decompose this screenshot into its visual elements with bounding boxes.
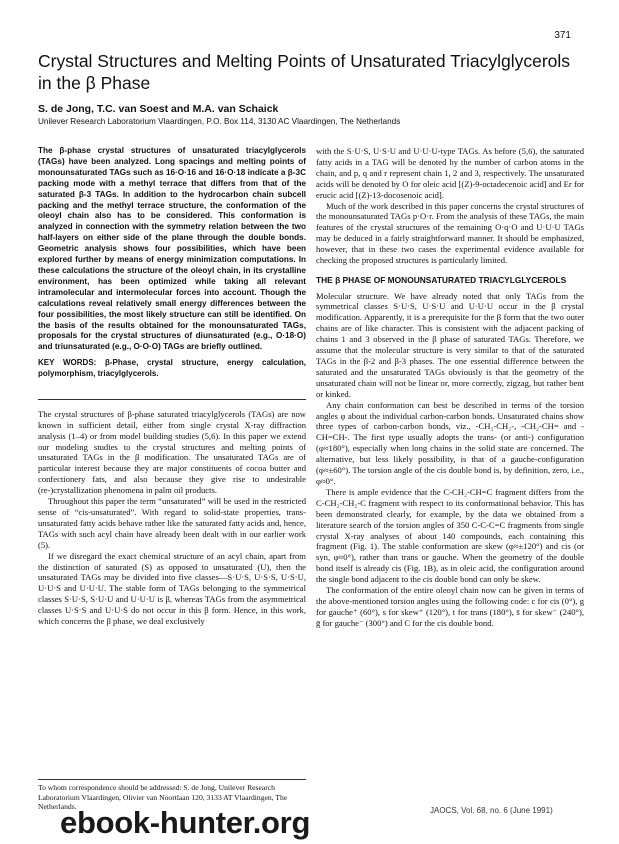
journal-reference: JAOCS, Vol. 68, no. 6 (June 1991): [430, 806, 553, 815]
correspondence-footnote: To whom correspondence should be addressed: S. de Jong, Unilever Research Laboratorium Vlaardingen, Olivier van Noortlaan 120, 3133 AT Vlaardingen, The Netherlands.: [38, 779, 306, 812]
body-paragraph: Throughout this paper the term “unsaturated” will be used in the restricted sense of “cis-unsaturated”. With regard to solid-state properties, trans-unsaturated fatty acids behave rather like the saturated fatty acids and, hence, TAGs with such acyl chain have already been dealt with in our earlier work (5).: [38, 496, 306, 550]
body-paragraph: If we disregard the exact chemical structure of an acyl chain, apart from the distinction of saturated (S) as opposed to unsaturated (U), then the unsaturated TAGs may be divided into five classes—S·U·S, U·S·S, U·S·U, U·U·S and U·U·U. The stable form of TAGs belonging to the symmetrical classes S·U·S, S·U·U and U·U·U is β, whereas TAGs from the asymmetrical classes U·S·S and U·U·S do not occur in this β form. Hence, in this work, which concerns the β phase, we deal exclusively: [38, 550, 306, 627]
page-number: 371: [554, 30, 571, 41]
body-paragraph: The conformation of the entire oleoyl chain now can be given in terms of the above-mentioned torsion angles using the following code: c for cis (0°), g for gauche⁺ (60°), s for skew⁺ (120°), t for trans (180°), s̄ for skew⁻ (240°), ḡ for gauche⁻ (300°) and C for the cis double bond.: [316, 585, 584, 628]
body-paragraph: Much of the work described in this paper concerns the crystal structures of the monounsaturated TAGs p·O·r. From the analysis of these TAGs, the main features of the crystal structures of the remaining O·q·O and U·U·U TAGs may be deduced in a fairly straightforward manner. It should be emphasized, however, that in these two cases the experimental evidence available for checking the proposed structures is particularly limited.: [316, 200, 584, 266]
body-paragraph: There is ample evidence that the C-CH₂-CH=C fragment differs from the C-CH₂-CH₂-C fragment with respect to its conformational behavior. This has been demonstrated clearly, for example, by the data we obtained from a literature search of the torsion angles of 350 C-C-C=C fragments from single crystal X-ray analyses of about 140 compounds, each containing this fragment (Fig. 1). The stable conformation are skew (φ≈±120°) and cis (or syn, φ≈0°), rather than trans or gauche. When the geometry of the double bond itself is already cis (Fig. 1B), as in oleic acid, the configuration around the single bond adjacent to the cis double bond can only be skew.: [316, 486, 584, 585]
body-paragraph: Any chain conformation can best be described in terms of the torsion angles φ about the individual carbon-carbon bonds. Unsaturated chains show three types of carbon-carbon bonds, viz., -CH₂-CH₂-, -CH₂-CH= and -CH=CH-. The first type usually adopts the trans- (or anti-) configuration (φ≈180°), especially when long chains in the solid state are concerned. The alternative, but less likely possibility, is that of a gauche-configuration (φ≈±60°). The torsion angle of the cis double bond is, by definition, zero, i.e., φ≈0°.: [316, 399, 584, 486]
body-paragraph: Molecular structure. We have already noted that only TAGs from the symmetrical classes S·U·S, U·S·U and U·U·U occur in the β crystal modification. Apparently, it is a prerequisite for the β form that the two outer chains are of like character. This is consistent with the adjacent packing of chains 1 and 3 observed in the β phase of saturated TAGs. Therefore, we assume that the molecular structure is very similar to that of the saturated TAGs in the β-2 and β-3 phases. The one essential difference between the saturated and the unsaturated TAGs obviously is that the geometry of the unsaturated chain will not be linear or, more correctly, zigzag, but rather bent or kinked.: [316, 290, 584, 399]
article-title: Crystal Structures and Melting Points of Unsaturated Triacylglycerols in the β Phase: [38, 51, 571, 93]
abstract-divider: [38, 399, 306, 400]
affiliation: Unilever Research Laboratorium Vlaardingen, P.O. Box 114, 3130 AC Vlaardingen, The Netherlands: [38, 117, 401, 126]
keywords: KEY WORDS: β-Phase, crystal structure, energy calculation, polymorphism, triacylglycerols.: [38, 358, 306, 378]
body-paragraph: with the S·U·S, U·S·U and U·U·U-type TAGs. As before (5,6), the saturated fatty acids in a TAG will be denoted by the number of carbon atoms in the chain, and p, q and r represent chain 1, 2 and 3, respectively. The unsaturated acids will be denoted by O for oleic acid [(Z)-9-octadecenoic acid] and Er for erucic acid [(Z)-13-docosenoic acid].: [316, 146, 584, 200]
section-heading: THE β PHASE OF MONOUNSATURATED TRIACYLGLYCEROLS: [316, 274, 567, 285]
abstract: The β-phase crystal structures of unsaturated triacylglycerols (TAGs) have been analyzed. Long spacings and melting points of monounsaturated TAGs such as 16·O·16 and 16·O·18 indicate a β-3C packing mode with a methyl terrace that differs from that of the saturated β-3 TAGs. In addition to the hydrocarbon chain subcell packing and the methyl terrace structure, the conformation of the oleoyl chain also has to be considered. This conformation is analyzed in connection with the symmetry relation between the two half-layers on either side of the plane through the double bonds. Geometric analysis shows four possibilities, which have been explored further by means of energy minimization computations. In these calculations the structure of the oleoyl chain, in its crystalline environment, has been optimized while taking all relevant intramolecular and intermolecular forces into account. Though the calculations reveal relatively small energy differences between the four possibilities, the most likely structure can still be identified. On the basis of the results obtained for the monounsaturated TAGs, proposals for the crystal structures of diunsaturated (e.g., O·18·O) and triunsaturated (e.g., O·O·O) TAGs are briefly outlined.: [38, 146, 306, 352]
body-paragraph: The crystal structures of β-phase saturated triacylglycerols (TAGs) are now known in sufficient detail, either from single crystal X-ray diffraction analysis (1–4) or from model building studies (5,6). In this paper we extend our modeling studies to the crystal structures and melting points of unsaturated TAGs in the β modification. The unsaturated TAGs are of particular interest because they are major constituents of cocoa butter and confectionery fats, and also because they give rise to undesirable (re-)crystallization phenomena in palm oil products.: [38, 408, 306, 496]
left-column: [38, 146, 306, 627]
right-column: [316, 146, 584, 629]
authors: S. de Jong, T.C. van Soest and M.A. van Schaick: [38, 103, 279, 115]
watermark: ebook-hunter.org: [60, 805, 311, 840]
